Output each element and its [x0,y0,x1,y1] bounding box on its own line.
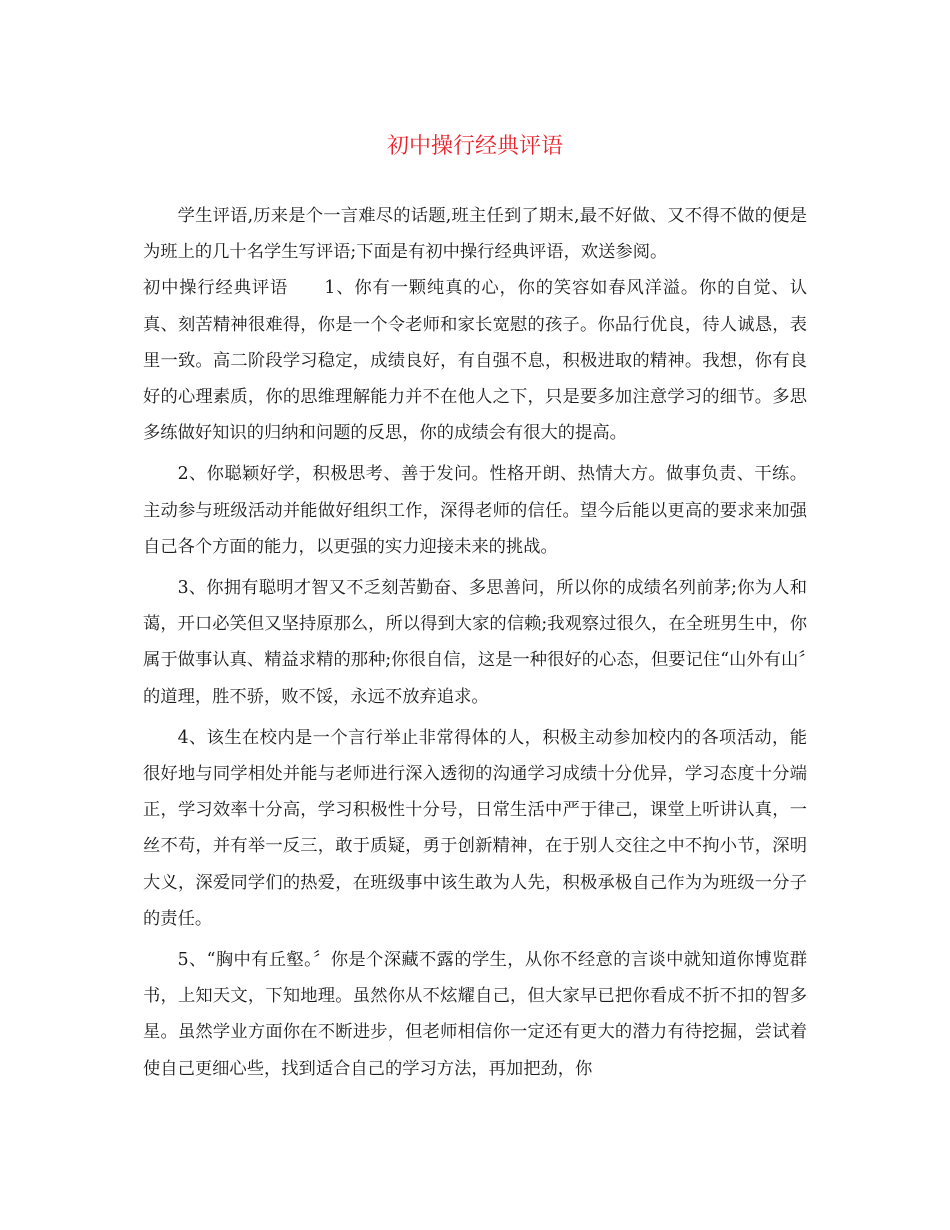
comment-paragraph-3: 3、你拥有聪明才智又不乏刻苦勤奋、多思善问，所以你的成绩名列前茅;你为人和蔼，开口必笑但又坚持原那么，所以得到大家的信赖;我观察过很久，在全班男生中，你属于做事认真、精益求精的那种;你很自信，这是一种很好的心态，但要记住“山外有山〞的道理，胜不骄，败不馁，永远不放弃追求。 [143,578,807,707]
document-page [143,130,807,1087]
document-title: 初中操行经典评语 [386,134,563,159]
comment-paragraph-1 [143,270,807,451]
comment-paragraph-5: 5、“胸中有丘壑。〞你是个深藏不露的学生，从你不经意的言谈中就知道你博览群书，上知天文，下知地理。虽然你从不炫耀自己，但大家早已把你看成不折不扣的智多星。虽然学业方面你在不断进步，但老师相信你一定还有更大的潜力有待挖掘，尝试着使自己更细心些，找到适合自己的学习方法，再加把劲，你 [143,950,807,1079]
section-heading: 初中操行经典评语 [143,278,289,299]
comment-paragraph-2: 2、你聪颖好学，积极思考、善于发问。性格开朗、热情大方。做事负责、干练。主动参与班级活动并能做好组织工作，深得老师的信任。望今后能以更高的要求来加强自己各个方面的能力，以更强的实力迎接未来的挑战。 [143,464,807,557]
comment-paragraph-4: 4、该生在校内是一个言行举止非常得体的人，积极主动参加校内的各项活动，能很好地与同学相处并能与老师进行深入透彻的沟通学习成绩十分优异，学习态度十分端正，学习效率十分高，学习积极性十分号，日常生活中严于律己，课堂上听讲认真，一丝不苟，并有举一反三，敢于质疑，勇于创新精神，在于别人交往之中不拘小节，深明大义，深爱同学们的热爱，在班级事中该生敢为人先，积极承极自己作为为班级一分子的责任。 [143,727,807,929]
comment-1-text: 1、你有一颗纯真的心，你的笑容如春风洋溢。你的自觉、认真、刻苦精神很难得，你是一个令老师和家长宽慰的孩子。你品行优良，待人诚恳，表里一致。高二阶段学习稳定，成绩良好，有自强不息，积极进取的精神。我想，你有良好的心理素质，你的思维理解能力并不在他人之下，只是要多加注意学习的细节。多思多练做好知识的归纳和问题的反思，你的成绩会有很大的提高。 [143,278,807,444]
section-gap [288,278,324,298]
intro-paragraph: 学生评语,历来是个一言难尽的话题,班主任到了期末,最不好做、又不得不做的便是为班上的几十名学生写评语;下面是有初中操行经典评语，欢送参阅。 [143,206,807,263]
